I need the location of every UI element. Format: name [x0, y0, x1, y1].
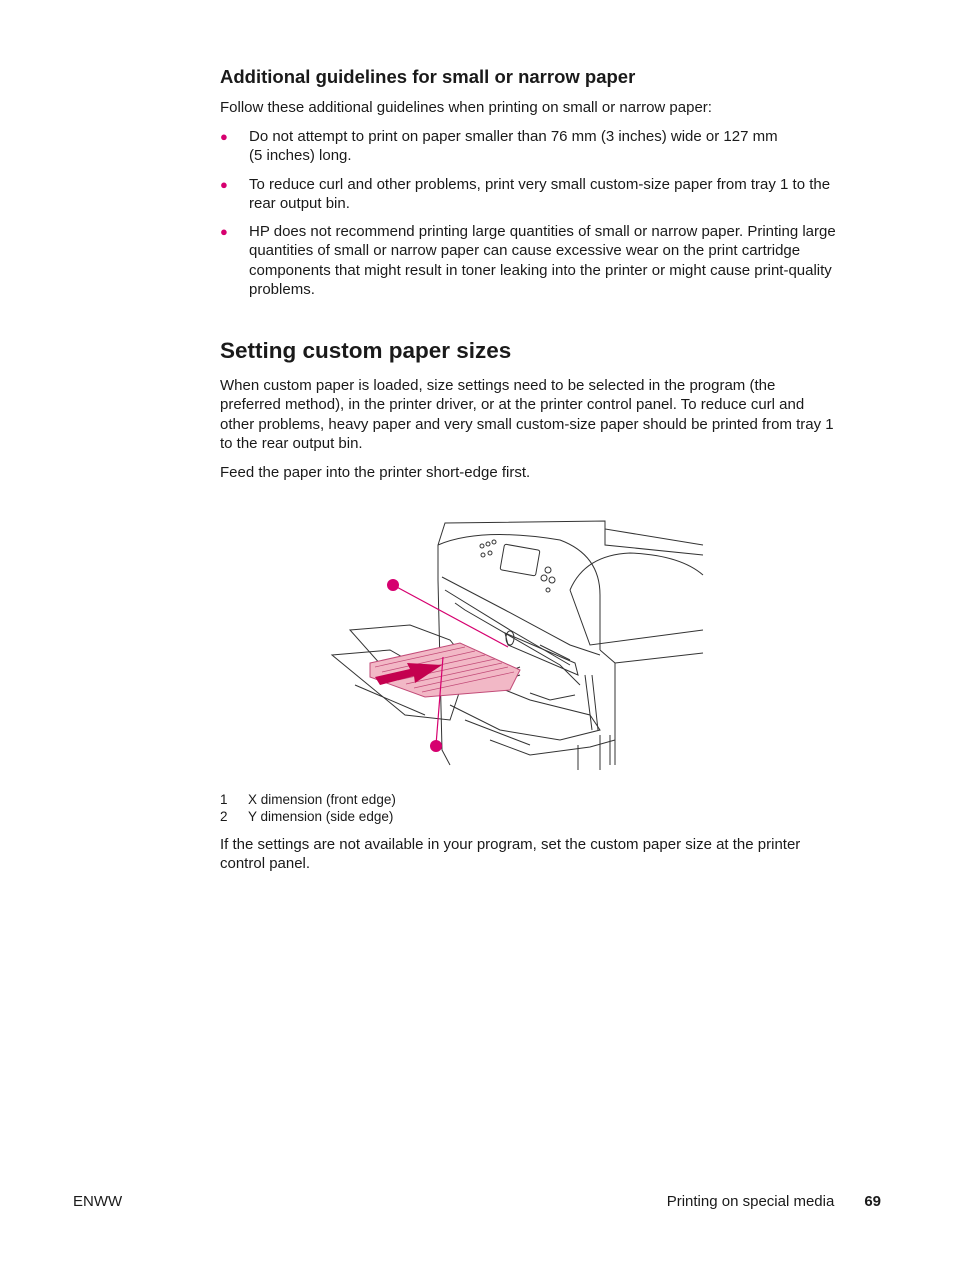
custom-size-paragraph: When custom paper is loaded, size settings need to be selected in the program (the preferred method), in the printer driver, or at the printer control panel. To reduce curl and other problems, heavy paper and very small custom-size paper should be printed from tray 1 to the rear output bin.: [220, 377, 834, 452]
fallback-paragraph: If the settings are not available in your program, set the custom paper size at the printer control panel.: [220, 836, 801, 873]
subsection-heading: Additional guidelines for small or narrow paper: [220, 66, 636, 87]
bullet-dot-icon: ●: [220, 129, 228, 144]
caption-row: 1 X dimension (front edge): [220, 792, 396, 807]
printer-tray-illustration: [330, 515, 710, 770]
list-item: ● To reduce curl and other problems, print very small custom-size paper from tray 1 to the rear output bin.: [220, 175, 831, 212]
caption-row: 2 Y dimension (side edge): [220, 809, 394, 824]
intro-paragraph: Follow these additional guidelines when printing on small or narrow paper:: [220, 99, 712, 116]
footer-section-title: Printing on special media: [666, 1193, 835, 1210]
footer-doc-id: ENWW: [73, 1193, 123, 1210]
footer-page-info: [667, 1193, 881, 1210]
callout-2-marker-icon: [430, 740, 442, 752]
feed-instruction: Feed the paper into the printer short-edge first.: [220, 464, 531, 481]
bullet-dot-icon: ●: [220, 176, 228, 192]
guideline-list: [220, 127, 885, 308]
bullet-dot-icon: ●: [220, 224, 228, 240]
list-item: ● HP does not recommend printing large quantities of small or narrow paper. Printing large quantities of small or narrow paper can cause excessive wear on the print cartridge components that might result in toner leaking into the printer or might cause print-quality problems.: [220, 223, 836, 299]
section-heading: Setting custom paper sizes: [220, 338, 512, 363]
page-number: 69: [864, 1193, 881, 1210]
callout-1-marker-icon: [387, 579, 399, 591]
figure-captions: [220, 791, 396, 825]
list-item: ● Do not attempt to print on paper smaller than 76 mm (3 inches) wide or 127 mm (5 inches) long.: [220, 128, 778, 165]
